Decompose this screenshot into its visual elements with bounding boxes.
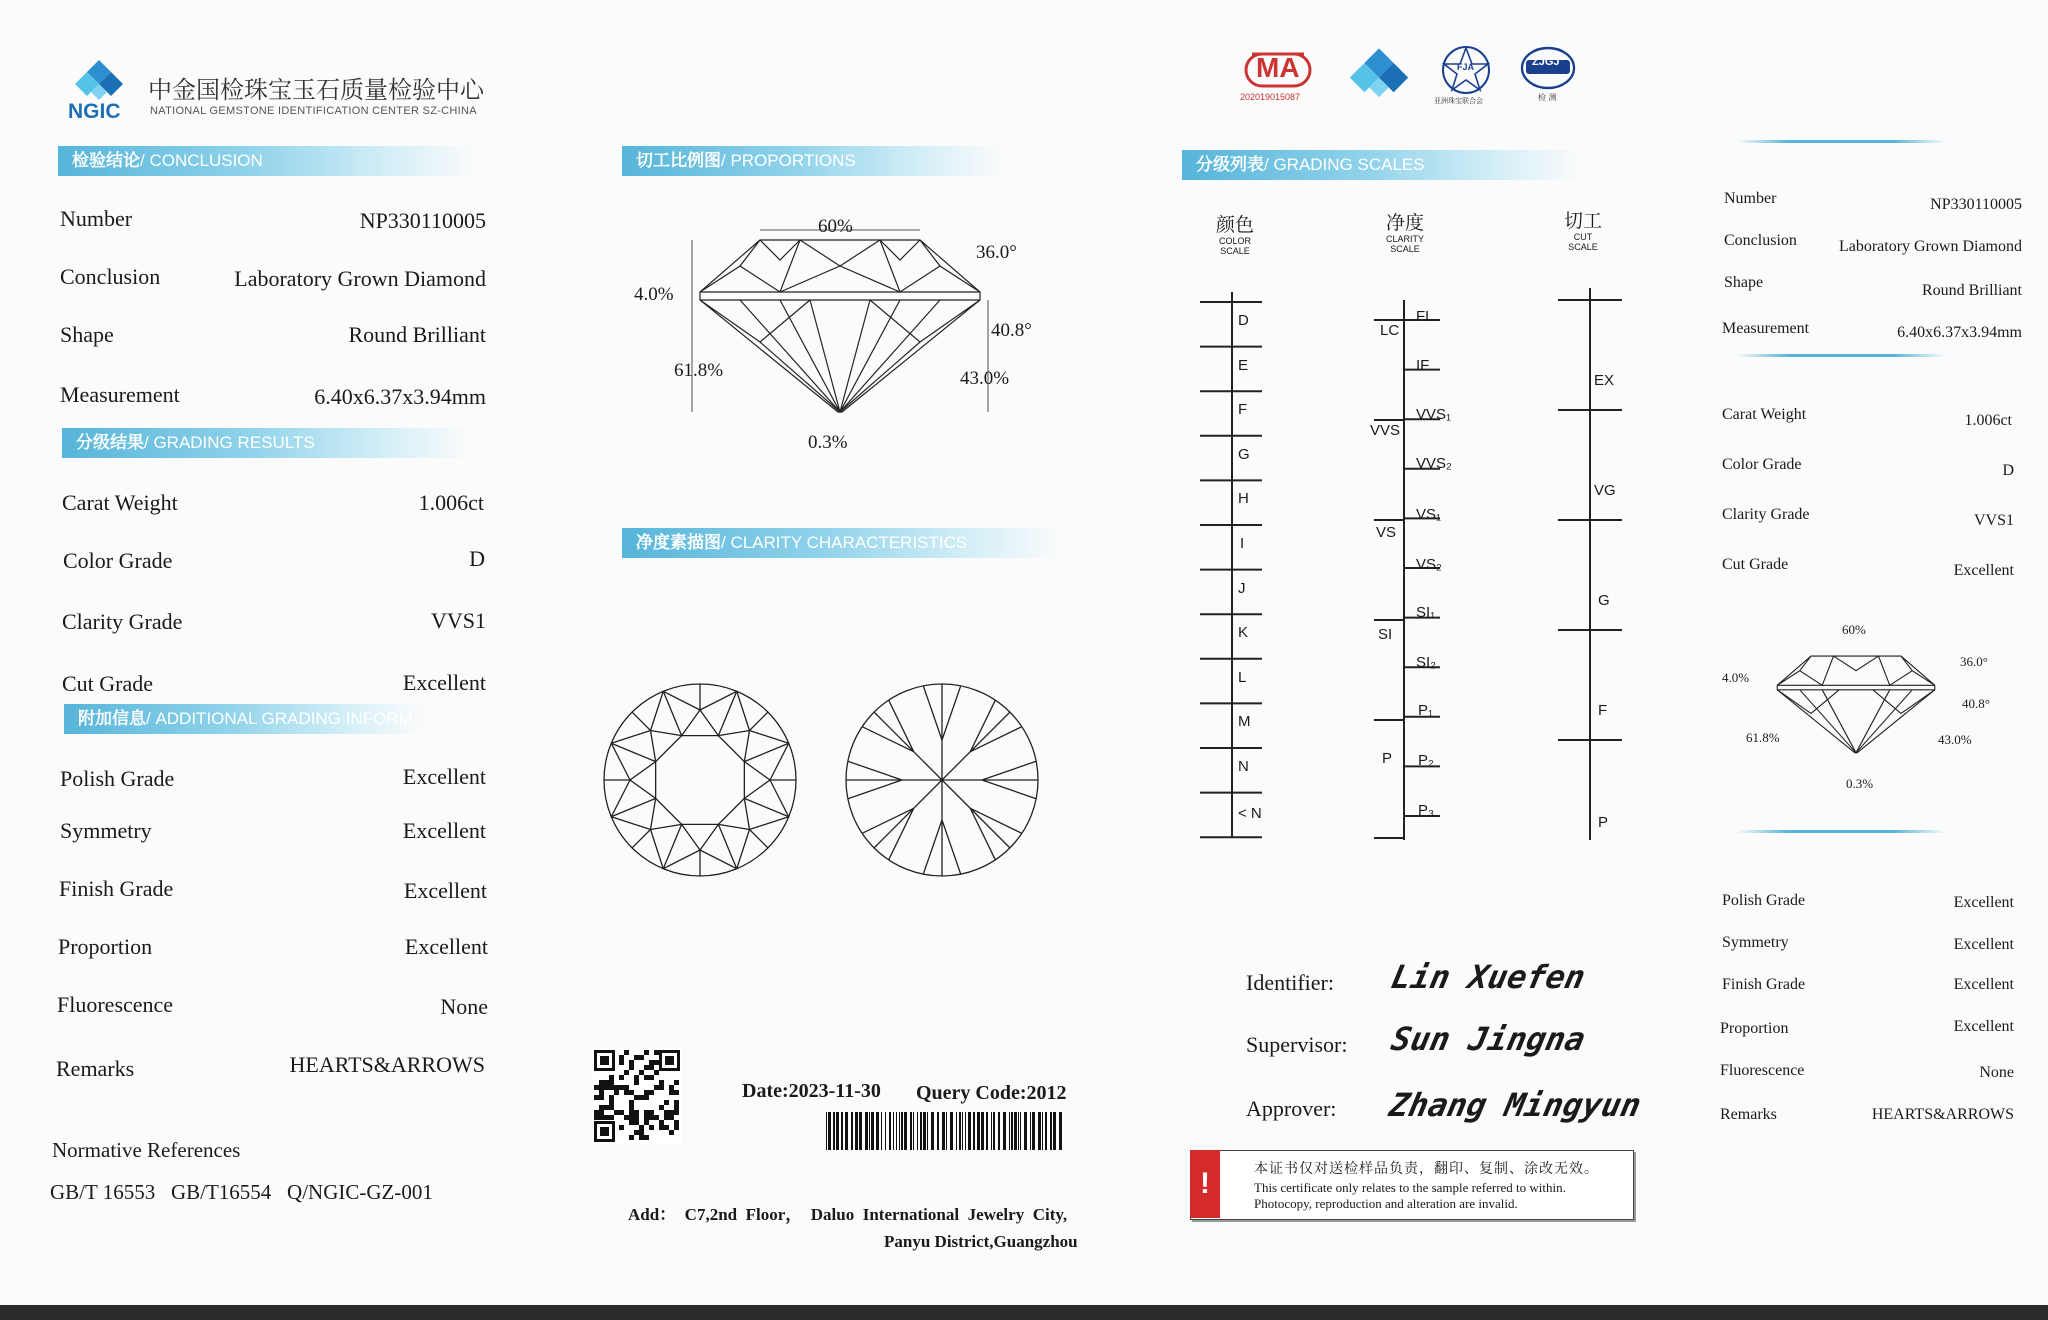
cut-grade-ex: EX	[1594, 372, 1615, 389]
proportion-value: Excellent	[404, 934, 488, 959]
culet-pct: 0.3%	[808, 432, 848, 453]
clarity-banner-en: / CLARITY CHARACTERISTICS	[721, 533, 968, 552]
clarity-grade-fl: FL	[1416, 308, 1434, 325]
sum-conclusion-label: Conclusion	[1724, 232, 1797, 249]
cut-value: Excellent	[402, 670, 486, 695]
color-grade-n: N	[1238, 758, 1249, 775]
sum-pavilion-angle: 40.8°	[1962, 696, 1990, 711]
pavilion-view-diagram	[842, 680, 1042, 880]
proportion-label: Proportion	[58, 934, 153, 959]
qr-code-icon[interactable]	[592, 1048, 682, 1144]
address-line2: Panyu District,Guangzhou	[884, 1232, 1078, 1251]
sum-fluorescence-label: Fluorescence	[1720, 1062, 1805, 1079]
normative-refs: GB/T 16553 GB/T16554 Q/NGIC-GZ-001	[50, 1180, 433, 1204]
summary-divider-1	[1736, 140, 1946, 143]
sum-crown-height: 4.0%	[1722, 670, 1750, 685]
symmetry-value: Excellent	[402, 818, 486, 843]
cma-number: 202019015087	[1240, 92, 1301, 102]
color-grade-d: D	[1238, 312, 1249, 329]
color-grade-h: H	[1238, 490, 1249, 507]
polish-label: Polish Grade	[60, 766, 175, 791]
cut-scale-title-en: CUT SCALE	[1568, 232, 1598, 252]
scales-banner	[1182, 150, 1582, 180]
grading-banner-cn: 分级结果	[76, 433, 144, 453]
sum-proportion-value: Excellent	[1953, 1018, 2014, 1035]
grading-banner	[62, 428, 472, 458]
additional-banner-cn: 附加信息	[78, 709, 146, 729]
sum-number-value: NP330110005	[1930, 196, 2022, 213]
proportions-banner	[622, 146, 1002, 176]
color-grade-k: K	[1238, 624, 1249, 641]
color-grade-g: G	[1238, 446, 1250, 463]
clarity-group-lc: LC	[1380, 322, 1400, 339]
cut-label: Cut Grade	[62, 671, 154, 696]
supervisor-label: Supervisor:	[1246, 1032, 1348, 1057]
clarity-grade-vs1: VS₁	[1416, 506, 1442, 523]
summary-divider-3	[1736, 830, 1946, 833]
sum-shape-label: Shape	[1724, 274, 1764, 291]
notice-en-1: This certificate only relates to the sample referred to within.	[1254, 1180, 1566, 1195]
table-pct: 60%	[818, 216, 853, 237]
notice-en-2: Photocopy, reproduction and alteration are invalid.	[1254, 1196, 1518, 1211]
query-code: Query Code:2012	[916, 1082, 1067, 1104]
clarity-value: VVS1	[430, 608, 486, 633]
zjgj-caption: 检 测	[1538, 93, 1557, 102]
proportion-diagram	[680, 222, 1000, 432]
additional-banner	[64, 704, 424, 734]
number-value: NP330110005	[359, 208, 486, 233]
clarity-grade-p3: P₃	[1418, 802, 1435, 819]
remarks-label: Remarks	[56, 1056, 135, 1081]
color-scale-title-en: COLOR SCALE	[1218, 236, 1251, 256]
clarity-grade-vvs2: VVS₂	[1416, 455, 1452, 472]
sum-finish-label: Finish Grade	[1722, 976, 1806, 993]
crown-height: 4.0%	[634, 284, 674, 305]
approver-signature: Zhang Mingyun	[1385, 1086, 1645, 1124]
clarity-grade-si1: SI₁	[1416, 604, 1436, 621]
proportions-banner-en: / PROPORTIONS	[721, 151, 856, 170]
fja-caption: 亚洲珠宝联合会	[1434, 97, 1483, 105]
clarity-grade-p1: P₁	[1418, 702, 1434, 719]
fja-text: FJA	[1457, 62, 1475, 72]
sum-polish-value: Excellent	[1953, 894, 2014, 911]
carat-value: 1.006ct	[418, 490, 484, 515]
barcode-icon	[826, 1112, 1066, 1152]
clarity-group-vvs: VVS	[1370, 422, 1401, 439]
clarity-grade-vvs1: VVS₁	[1416, 406, 1452, 423]
clarity-grade-if: IF	[1416, 357, 1430, 374]
color-grade-i: I	[1240, 535, 1245, 552]
color-grade-m: M	[1238, 713, 1251, 730]
cut-grade-vg: VG	[1594, 482, 1616, 499]
polish-value: Excellent	[402, 764, 486, 789]
color-scale-title-cn: 颜色	[1215, 214, 1254, 236]
clarity-grade-p2: P₂	[1418, 752, 1434, 769]
summary-divider-2	[1736, 354, 1946, 357]
ngic-brand: NGIC	[68, 100, 121, 123]
supervisor-signature: Sun Jingna	[1387, 1020, 1589, 1058]
normative-title: Normative References	[52, 1138, 241, 1162]
sum-proportion-label: Proportion	[1720, 1020, 1789, 1037]
finish-label: Finish Grade	[59, 876, 174, 901]
color-grade-l: L	[1238, 669, 1247, 686]
summary-proportion-diagram	[1766, 642, 1946, 768]
conclusion-label: Conclusion	[60, 264, 161, 289]
clarity-group-si: SI	[1378, 626, 1393, 643]
sum-symmetry-label: Symmetry	[1722, 934, 1789, 951]
remarks-value: HEARTS&ARROWS	[289, 1052, 485, 1077]
total-depth: 61.8%	[674, 360, 724, 381]
crown-view-diagram	[600, 680, 800, 880]
shape-value: Round Brilliant	[348, 322, 486, 347]
clarity-banner	[622, 528, 1062, 558]
clarity-banner-cn: 净度素描图	[636, 533, 721, 553]
address-line1: Add： C7,2nd Floor， Daluo International Jewelry City,	[628, 1205, 1068, 1224]
clarity-label: Clarity Grade	[62, 609, 183, 634]
sum-color-value: D	[2002, 462, 2014, 479]
color-label: Color Grade	[63, 548, 173, 573]
sum-carat-label: Carat Weight	[1722, 406, 1807, 423]
clarity-grade-si2: SI₂	[1416, 654, 1436, 671]
sum-polish-label: Polish Grade	[1722, 892, 1806, 909]
ngic-logo-icon	[74, 58, 124, 104]
scales-lines	[1190, 280, 1630, 840]
conclusion-banner-en: / CONCLUSION	[140, 151, 263, 170]
identifier-label: Identifier:	[1246, 970, 1334, 995]
sum-remarks-value: HEARTS&ARROWS	[1871, 1106, 2014, 1123]
carat-label: Carat Weight	[62, 490, 178, 515]
sum-finish-value: Excellent	[1953, 976, 2014, 993]
conclusion-banner	[58, 146, 478, 176]
sum-measurement-label: Measurement	[1722, 320, 1810, 337]
sum-table-pct: 60%	[1842, 622, 1866, 637]
cut-grade-f: F	[1598, 702, 1608, 719]
zjgj-logo-icon	[1520, 46, 1576, 90]
sum-number-label: Number	[1724, 190, 1777, 207]
conclusion-value: Laboratory Grown Diamond	[234, 266, 486, 291]
sum-fluorescence-value: None	[1979, 1064, 2014, 1081]
pavilion-angle: 40.8°	[991, 320, 1032, 341]
color-grade-below-n: < N	[1238, 805, 1262, 822]
cert-date: Date:2023-11-30	[742, 1080, 881, 1102]
zjgj-text: ZJGJ	[1532, 56, 1560, 68]
cut-scale-title-cn: 切工	[1563, 210, 1602, 232]
sum-clarity-label: Clarity Grade	[1722, 506, 1810, 523]
color-grade-e: E	[1238, 357, 1249, 374]
clarity-grade-vs2: VS₂	[1416, 556, 1442, 573]
color-grade-j: J	[1238, 580, 1246, 597]
center-name-en: NATIONAL GEMSTONE IDENTIFICATION CENTER SZ-CHINA	[150, 105, 477, 117]
cma-text: MA	[1256, 52, 1300, 83]
fluorescence-value: None	[440, 994, 488, 1019]
clarity-scale-title-en: CLARITY SCALE	[1385, 234, 1424, 254]
sum-conclusion-value: Laboratory Grown Diamond	[1838, 238, 2022, 255]
sum-crown-angle: 36.0°	[1960, 654, 1988, 669]
scales-banner-en: / GRADING SCALES	[1264, 155, 1425, 174]
center-name-cn: 中金国检珠宝玉石质量检验中心	[148, 76, 484, 104]
color-grade-f: F	[1238, 401, 1248, 418]
color-value: D	[469, 546, 485, 571]
grading-banner-en: / GRADING RESULTS	[144, 433, 315, 452]
scales-banner-cn: 分级列表	[1196, 155, 1264, 175]
measurement-value: 6.40x6.37x3.94mm	[314, 384, 486, 409]
sum-measurement-value: 6.40x6.37x3.94mm	[1897, 324, 2022, 341]
ngic-mark-icon	[1348, 46, 1410, 102]
sum-cut-value: Excellent	[1953, 562, 2014, 579]
sum-pavilion-depth: 43.0%	[1938, 732, 1972, 747]
sum-culet-pct: 0.3%	[1846, 776, 1874, 791]
clarity-group-vs: VS	[1376, 524, 1397, 541]
pavilion-depth: 43.0%	[960, 368, 1010, 389]
number-label: Number	[60, 206, 133, 231]
sum-symmetry-value: Excellent	[1953, 936, 2014, 953]
clarity-group-p: P	[1382, 750, 1393, 767]
sum-total-depth: 61.8%	[1746, 730, 1780, 745]
identifier-signature: Lin Xuefen	[1387, 958, 1589, 996]
sum-color-label: Color Grade	[1722, 456, 1802, 473]
clarity-scale-title-cn: 净度	[1385, 212, 1424, 234]
crown-angle: 36.0°	[976, 242, 1017, 263]
sum-remarks-label: Remarks	[1720, 1106, 1777, 1123]
cut-grade-p: P	[1598, 814, 1609, 831]
additional-banner-en: / ADDITIONAL GRADING INFORM	[146, 709, 413, 728]
cut-grade-g: G	[1598, 592, 1610, 609]
sum-shape-value: Round Brilliant	[1922, 282, 2022, 299]
warning-icon: !	[1190, 1150, 1220, 1218]
sum-cut-label: Cut Grade	[1722, 556, 1789, 573]
symmetry-label: Symmetry	[60, 818, 152, 843]
measurement-label: Measurement	[60, 382, 180, 407]
sum-clarity-value: VVS1	[1973, 512, 2014, 529]
fluorescence-label: Fluorescence	[57, 992, 174, 1017]
proportions-banner-cn: 切工比例图	[636, 151, 721, 171]
sum-carat-value: 1.006ct	[1964, 412, 2012, 429]
finish-value: Excellent	[403, 878, 487, 903]
approver-label: Approver:	[1246, 1096, 1337, 1121]
notice-cn: 本证书仅对送检样品负责，翻印、复制、涂改无效。	[1254, 1161, 1599, 1177]
shape-label: Shape	[60, 322, 114, 347]
conclusion-banner-cn: 检验结论	[72, 151, 140, 171]
